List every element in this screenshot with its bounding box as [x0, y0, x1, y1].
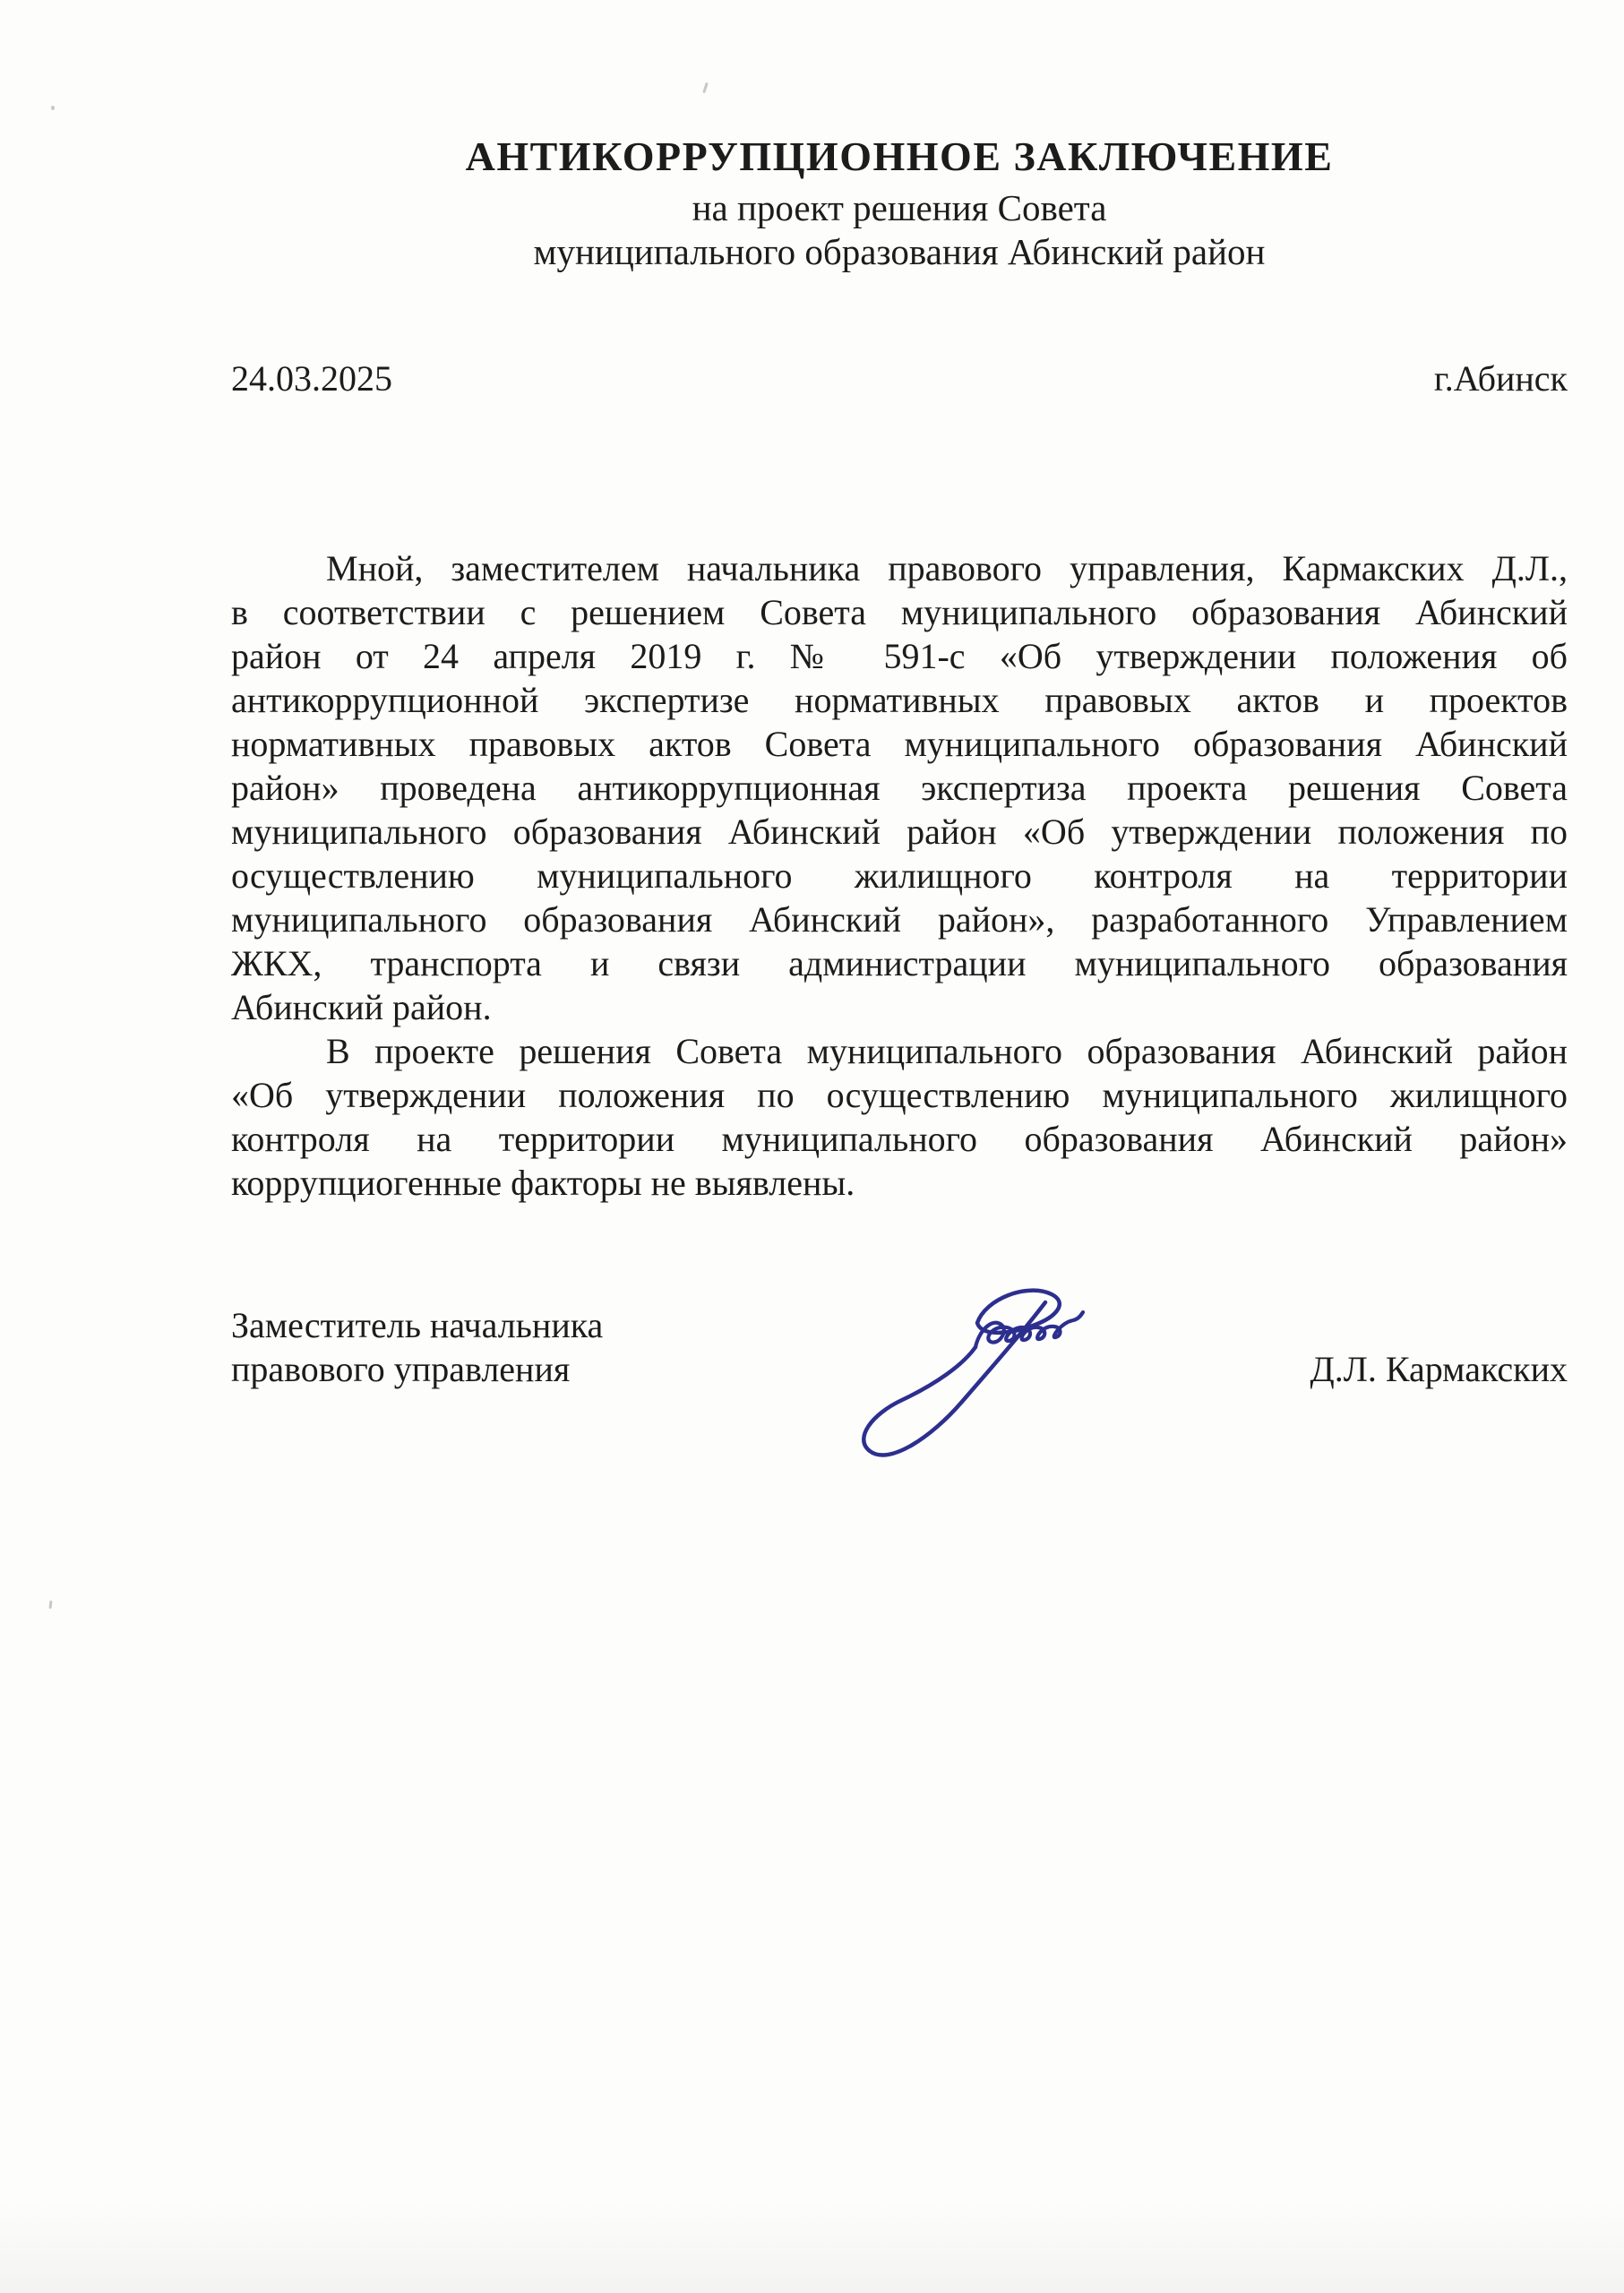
dateline [231, 356, 1568, 400]
body-line: муниципального образования Абинский район «Об утверждении положения по [231, 812, 1568, 852]
document-subtitle-line2: муниципального образования Абинский район [533, 231, 1266, 272]
document-place: г.Абинск [1433, 358, 1568, 399]
body-line: в соответствии с решением Совета муниципального образования Абинский [231, 592, 1568, 632]
body-line: антикоррупционной экспертизе нормативных правовых актов и проектов [231, 680, 1568, 720]
body-line: В проекте решения Совета муниципального образования Абинский район [326, 1031, 1568, 1071]
body-line: Мной, заместителем начальника правового управления, Кармакских Д.Л., [326, 548, 1568, 588]
body-line: осуществлению муниципального жилищного контроля на территории [231, 855, 1568, 896]
signer-position-line1: Заместитель начальника [231, 1305, 604, 1345]
signer-position-line2: правового управления [231, 1349, 571, 1389]
document-body [231, 546, 1568, 1205]
body-line: ЖКХ, транспорта и связи администрации муниципального образования [231, 943, 1568, 983]
signer-name: Д.Л. Кармакских [1310, 1349, 1568, 1389]
body-line: муниципального образования Абинский район», разработанного Управлением [231, 899, 1568, 940]
body-line: район» проведена антикоррупционная экспертиза проекта решения Совета [231, 768, 1568, 808]
scan-speck [702, 82, 709, 93]
body-line: контроля на территории муниципального образования Абинский район» [231, 1119, 1568, 1159]
body-line: Абинский район. [231, 987, 492, 1027]
document-date: 24.03.2025 [231, 358, 392, 399]
scan-speck [49, 1601, 53, 1609]
body-line: район от 24 апреля 2019 г. № 591-с «Об утверждении положения об [231, 636, 1568, 676]
document-title: АНТИКОРРУПЦИОННОЕ ЗАКЛЮЧЕНИЕ [465, 133, 1334, 179]
signature-block [231, 1303, 1568, 1391]
body-line: нормативных правовых актов Совета муниципального образования Абинский [231, 724, 1568, 764]
body-line: «Об утверждении положения по осуществлению муниципального жилищного [231, 1075, 1568, 1115]
handwritten-signature-icon [846, 1274, 1142, 1489]
scan-speck [51, 106, 55, 110]
document-subtitle-line1: на проект решения Совета [692, 187, 1107, 228]
document-title-block [231, 133, 1568, 274]
body-line: коррупциогенные факторы не выявлены. [231, 1163, 855, 1203]
